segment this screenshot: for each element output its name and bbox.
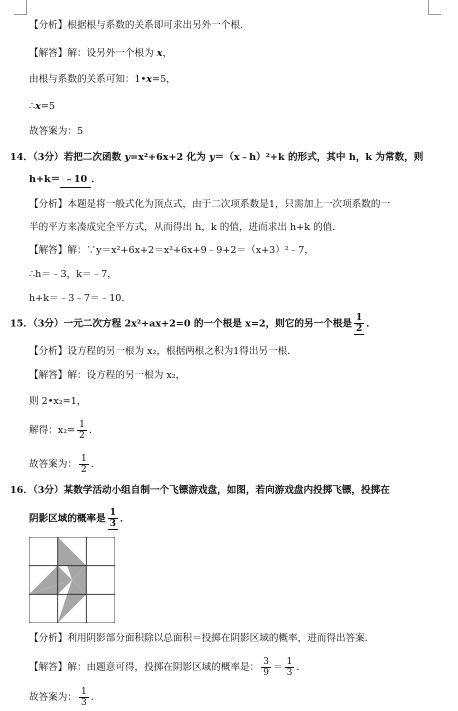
fraction (261, 657, 271, 678)
text: ， (162, 48, 173, 59)
denominator: 9 (263, 668, 269, 678)
var: x (146, 74, 153, 85)
text: 由根与系数的关系可知：1• (29, 74, 147, 85)
solution-15-l2: 则 2•x₂=1， (29, 396, 87, 407)
question-16: 16．（3分）某数学活动小组自制一个飞镖游戏盘，如图，若向游戏盘内投掷飞镖，投掷在 (10, 485, 390, 496)
answer-15 (29, 454, 100, 475)
denominator: 2 (79, 431, 85, 441)
text: 15．（3分）一元二次方程 2x²+ax+2=0 的一个根是 x=2，则它的另一个根是 (10, 318, 352, 330)
text: =5 (40, 101, 55, 112)
text: ． (91, 174, 101, 185)
fraction (79, 687, 89, 708)
fraction (285, 657, 295, 678)
numerator: 1 (109, 508, 117, 518)
text: ＝（x﹣h）²+k 的形式，其中 h，k 为常数，则 (214, 152, 424, 163)
fraction (79, 454, 89, 475)
text: 故答案为： (29, 459, 77, 470)
numerator: 1 (79, 420, 85, 430)
analysis-14-l2: 半的平方来凑成完全平方式，从而得出 h，k 的值，进而求出 h+k 的值． (29, 222, 342, 233)
question-14 (10, 151, 423, 165)
solution-15-l3 (29, 420, 98, 441)
text: 阴影区域的概率是 (29, 513, 106, 525)
text: ∴ (29, 101, 36, 112)
solution-14-l1: 【解答】解：∵y＝x²+6x+2＝x²+6x+9﹣9+2＝（x+3）²﹣7， (29, 245, 314, 256)
denominator: 3 (80, 698, 87, 708)
fraction (77, 420, 87, 441)
solution-16 (29, 657, 306, 678)
answer-16 (29, 687, 100, 708)
analysis-16: 【分析】利用阴影部分面积除以总面积＝投掷在阴影区域的概率，进而得出答案． (29, 633, 375, 644)
text: ． (88, 425, 99, 436)
question-14-cont (29, 173, 101, 188)
answer-13: 故答案为：5 (29, 126, 84, 137)
text: 故答案为： (29, 692, 77, 703)
page-corner-right (428, 0, 441, 15)
therefore-13 (29, 100, 55, 114)
question-16-cont (29, 508, 130, 530)
fraction (108, 508, 118, 530)
numerator: 1 (80, 687, 87, 697)
text: ． (366, 318, 376, 330)
numerator: 1 (355, 313, 363, 323)
text: 【解答】解：设另外一个根为 (29, 48, 157, 59)
text: h+k＝ (29, 174, 61, 185)
var: x (35, 101, 41, 112)
text: ． (120, 513, 130, 525)
question-15 (10, 313, 376, 335)
solution-15-l1: 【解答】解：设方程的另一根为 x₂， (29, 370, 186, 381)
denominator: 2 (80, 465, 87, 475)
denominator: 3 (109, 519, 117, 529)
var: x (156, 48, 163, 59)
analysis-14-l1: 【分析】本题是将一般式化为顶点式，由于二次项系数是1，只需加上一次项系数的一 (29, 199, 391, 210)
analysis-15: 【分析】设方程的另一根为 x₂，根据两根之积为1得出另一根． (29, 346, 297, 357)
text: =5， (152, 74, 176, 85)
solution-14-l2: ∴h＝﹣3，k＝﹣7， (29, 269, 117, 280)
denominator: 3 (286, 668, 293, 678)
text: ． (296, 662, 306, 673)
var: y (209, 152, 215, 163)
text: 【解答】解：由题意可得，投掷在阴影区域的概率是： (29, 662, 260, 673)
solution-13 (29, 47, 172, 61)
numerator: 3 (263, 657, 269, 667)
page-corner-left (14, 0, 27, 15)
analysis-13: 【分析】根据根与系数的关系即可求出另外一个根． (29, 20, 250, 31)
var: y (124, 152, 131, 163)
fraction (354, 313, 364, 335)
equals: ＝ (272, 662, 283, 673)
numerator: 1 (80, 454, 87, 464)
text: =x²+6x+2 化为 (130, 152, 210, 163)
answer-blank-14: ﹣10 (60, 173, 91, 188)
text: ． (90, 459, 101, 470)
denominator: 2 (355, 324, 363, 334)
text: 解得：x₂= (29, 425, 76, 436)
dartboard-figure (29, 537, 115, 623)
numerator: 1 (286, 657, 293, 667)
text: ． (90, 692, 101, 703)
relation-13 (29, 73, 176, 87)
text: 14．（3分）若把二次函数 (10, 152, 125, 163)
solution-14-l3: h+k＝﹣3﹣7＝﹣10． (29, 293, 132, 304)
